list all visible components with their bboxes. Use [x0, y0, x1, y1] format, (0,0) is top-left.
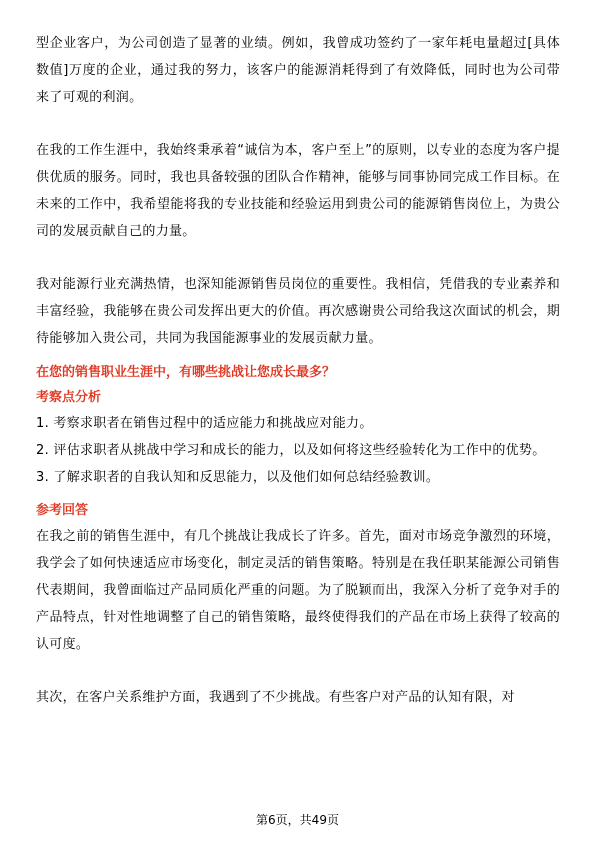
- analysis-heading: 考察点分析: [36, 390, 102, 405]
- analysis-item: 1. 考察求职者在销售过程中的适应能力和挑战应对能力。: [36, 416, 373, 431]
- page-number: 第6页，共49页: [256, 813, 339, 827]
- analysis-item: 3. 了解求职者的自我认知和反思能力，以及他们如何总结经验教训。: [36, 470, 440, 485]
- analysis-item: 2. 评估求职者从挑战中学习和成长的能力，以及如何将这些经验转化为工作中的优势。: [36, 443, 546, 458]
- answer-paragraph: 在我之前的销售生涯中，有几个挑战让我成长了许多。首先，面对市场竞争激烈的环境，我学会了如何快速适应市场变化，制定灵活的销售策略。特别是在我任职某能源公司销售代表期间，我曾面临过产品同质化严重的问题。为了脱颖而出，我深入分析了竞争对手的产品特点，针对性地调整了自己的销售策略，最终使得我们的产品在市场上获得了较高的认可度。: [36, 529, 560, 652]
- body-paragraph: 我对能源行业充满热情，也深知能源销售员岗位的重要性。我相信，凭借我的专业素养和丰富经验，我能够在贵公司发挥出更大的价值。再次感谢贵公司给我这次面试的机会，期待能够加入贵公司，共同为我国能源事业的发展贡献力量。: [36, 277, 560, 346]
- body-paragraph: 在我的工作生涯中，我始终秉承着“诚信为本，客户至上”的原则，以专业的态度为客户提供优质的服务。同时，我也具备较强的团队合作精神，能够与同事协同完成工作目标。在未来的工作中，我希望能将我的专业技能和经验运用到贵公司的能源销售岗位上，为贵公司的发展贡献自己的力量。: [36, 143, 560, 239]
- body-paragraph: 型企业客户，为公司创造了显著的业绩。例如，我曾成功签约了一家年耗电量超过[具体数值]万度的企业，通过我的努力，该客户的能源消耗得到了有效降低，同时也为公司带来了可观的利润。: [36, 36, 560, 105]
- answer-heading: 参考回答: [36, 503, 89, 518]
- interview-question: 在您的销售职业生涯中，有哪些挑战让您成长最多？: [36, 365, 336, 380]
- document-page: [36, 30, 560, 711]
- answer-paragraph: 其次，在客户关系维护方面，我遇到了不少挑战。有些客户对产品的认知有限，对: [36, 690, 515, 705]
